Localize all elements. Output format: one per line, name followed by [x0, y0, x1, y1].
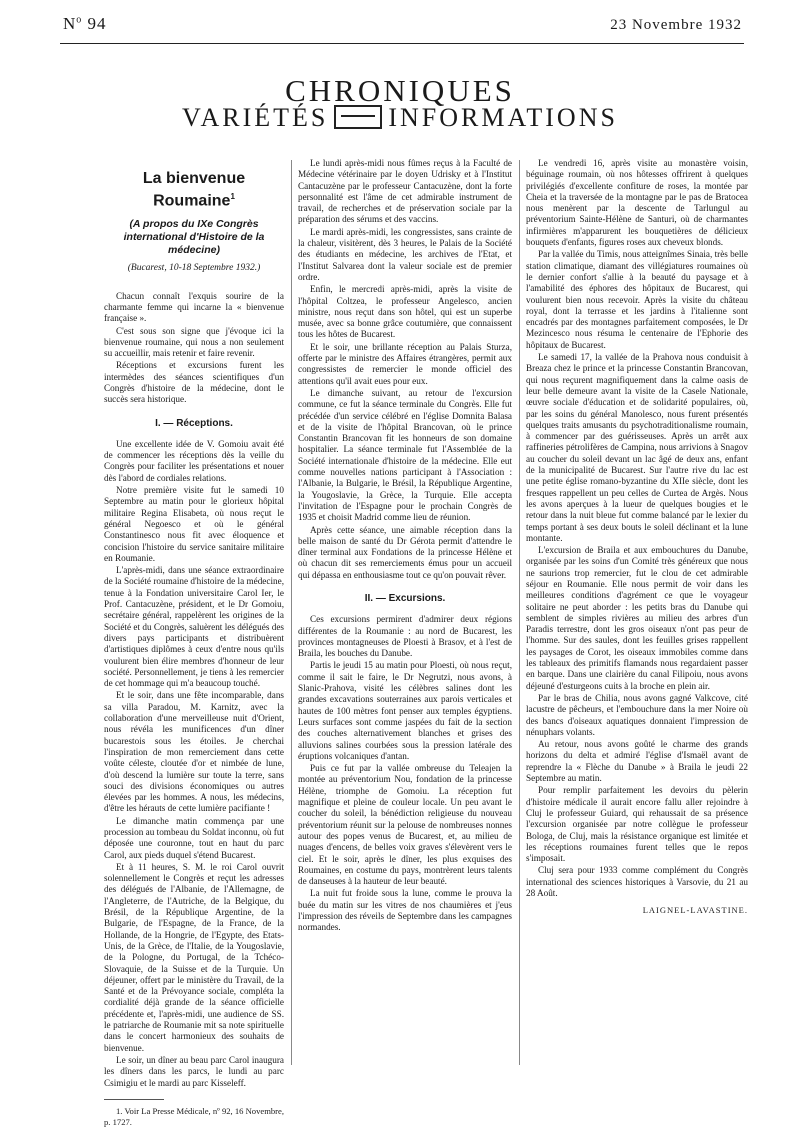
issue-number: $N^o$ 94: [63, 14, 107, 33]
paragraph: C'est sous son signe que j'évoque ici la bienvenue roumaine, qui nous a non seulement su accueillir, mais retenir et faire revenir.: [104, 325, 284, 359]
paragraph: Ces excursions permirent d'admirer deux régions différentes de la Roumanie : au nord de Bucarest, les provinces montagneuses de Ploesti à Brasov, et à l'est de Braila, les bouches du Danube.: [298, 614, 512, 659]
paragraph: Au retour, nous avons goûté le charme des grands horizons du delta et admiré l'église d'Ismaël avant de reprendre la « Flèche du Danube » à Braila le jeudi 22 Septembre au matin.: [526, 739, 748, 784]
paragraph: Puis ce fut par la vallée ombreuse du Teleajen la montée au préventorium Nou, fondation de la princesse Hélène, triomphe de Gomoiu. La réception fut magnifique et pleine de couleur locale. Un peu avant le coucher du soleil, la bénédiction religieuse du nouveau préventorium réunit sur la pelouse de nombreuses nonnes autour des popes venus de Bucarest, et, au milieu de nuages d'encens, de belles voix graves s'élevèrent vers le ciel. Et le soir, après le dîner, les plus exquises des Roumaines, en costume du pays, montrèrent leurs talents de danseuses à la hauteur de leur beauté.: [298, 763, 512, 887]
article-subtitle: (A propos du IXe Congrès international d'Histoire de la médecine): [123, 218, 265, 257]
paragraph: Pour remplir parfaitement les devoirs du pèlerin d'histoire médicale il aurait encore fallu aller rejoindre à Cluj le professeur Guiard, qui rehaussait de sa présence l'excursion organisée par notre collègue le professeur Bologa, de Cluj, mais la résistance organique est limitée et les réceptions roumaines furent telles que le repos s'imposait.: [526, 785, 748, 864]
paragraph: Le vendredi 16, après visite au monastère voisin, béguinage roumain, où nos hôtesses offrirent à quelques privilégiés d'excellente confiture de roses, la montée par Cheia et la traversée de la montagne par le pas de Bratocea nous menèrent par la descente de Tarlungul au préventorium Sainte-Hélène de Santuri, où de charmantes infirmières m'apparurent les bouquetières de délicieux bouquets d'enfants, figures roses aux cheveux blonds.: [526, 158, 748, 248]
column-divider: [291, 160, 292, 1065]
paragraph: Le mardi après-midi, les congressistes, sans crainte de la chaleur, visitèrent, dès 3 heures, le Palais de la Société des étudiants en médecine, les archives de l'Etat, et l'Institut Salvarea dont la valeur sociale est de premier ordre.: [298, 226, 512, 282]
paragraph: Enfin, le mercredi après-midi, après la visite de l'hôpital Coltzea, le professeur Angelesco, ancien ministre, nous reçut dans son hôtel, qui est un superbe musée, avec sa bonne grâce coutumière, que connaissent tous les hôtes de Bucarest.: [298, 284, 512, 340]
paragraph: Par le bras de Chilia, nous avons gagné Valkcove, cité lacustre de pêcheurs, et l'embouchure dans la mer Noire où des bancs d'oiseaux aquatiques donnaient l'impression de nénuphars volants.: [526, 692, 748, 737]
paragraph: Après cette séance, une aimable réception dans la belle maison de santé du Dr Gérota permit d'attendre le dîner terminal aux Fondations de la princesse Hélène et où chacun dit ses remerciements émus pour un accueil qui dépassa en enthousiasme tout ce qu'on pouvait rêver.: [298, 524, 512, 580]
paragraph: Le samedi 17, la vallée de la Prahova nous conduisit à Breaza chez le prince et la princesse Constantin Brancovan, qui nous reçurent magnifiquement dans la calme oasis de leur belle demeure avant la visite de la Casele Nationale, œuvre sociale d'éducation et de solidarité populaires, où, par les soins du général Manolesco, nous furent présentés quelques traits amusants du psychotraditionalisme roumain, à commencer par des guérisseuses. Après un arrêt aux raffineries pétrolifères de Campina, nous arrivions à Snagov au coucher du soleil devant un lac âgé de deux ans, enfant de la municipalité de Bucarest. Sur l'autre rive du lac est une petite église romano-byzantine du XIIe siècle, dont les fresques rappellent un peu celles de Curtea de Argès. Nous les avons aperçues à la lueur de quelques bougies et le retour dans la nuit bleue fut comme balancé par le lexier du temps portant à ses deux bouts le soleil déclinant et la lune montante.: [526, 352, 748, 543]
paragraph: Par la vallée du Timis, nous atteignîmes Sinaia, très belle station climatique, diamant des villégiatures roumaines où le dernier confort s'allie à la beauté du paysage et à l'amabilité des éphores des hôpitaux de Bucarest, qui voulurent bien nous recevoir. Après la visite du château royal, dont la terrasse et les jardins à l'italienne sont encadrés par des montagnes parfaitement composées, le Dr Mezincesco nous résuma le centenaire de l'Ephorie des hôpitaux de Bucarest.: [526, 249, 749, 350]
paragraph: Et le soir, dans une fête incomparable, dans sa villa Paradou, M. Karnitz, avec la collaboration d'une merveilleuse nuit d'Orient, nous révéla les munificences d'un dîner bucarestois sous les étoiles. Je cherchai l'inspiration de mon remerciement dans cette voûte céleste, cloutée d'or et nimbée de lune, d'où descend la lumière sur toute la terre, sans souci des divisions économiques ou autres élevées par les hommes. A nous, les médecins, d'être les hérauts de cette lumière pacifiante !: [104, 690, 284, 814]
paragraph: Et à 11 heures, S. M. le roi Carol ouvrit solennellement le Congrès et reçut les adresses des délégués de l'Albanie, de l'Allemagne, de l'Angleterre, de l'Autriche, de la Belgique, du Brésil, de la République Argentine, de la Bulgarie, de l'Espagne, de la France, de la Hollande, de la Hongrie, de l'Egypte, des Etats-Unis, de la Grèce, de l'Italie, de la Yougoslavie, de la Pologne, du Portugal, de la Tchéco-Slovaquie, de la Suisse et de la Turquie. Un déjeuner, offert par le ministère du Travail, de la Santé et de la Prévoyance sociale, compléta la cordialité déjà grande de la séance officielle précédente et, l'après-midi, une audience de SS. le patriarche de Roumanie mit sa note spirituelle dans le concert harmonieux des souhaits de bienvenue.: [104, 861, 284, 1053]
footnote-rule: [104, 1099, 164, 1100]
footnote: 1. Voir La Presse Médicale, nº 92, 16 Novembre, p. 1727.: [104, 1105, 284, 1128]
paragraph: Une excellente idée de V. Gomoiu avait été de commencer les réceptions dès la veille du Congrès pour faciliter les présentations et nouer dès l'abord de cordiales relations.: [104, 438, 284, 483]
paragraph: Partis le jeudi 15 au matin pour Ploesti, où nous reçut, comme il sait le faire, le Dr Negrutzi, nous avons, à Slanic-Prahova, visité les célèbres salines dont les grandes excavations souterraines aux parois verticales et hautes de 100 mètres font penser aux temples égyptiens. Leurs surfaces sont comme jaspées du fait de la section des couches alternativement blanches et grises des alluvions salines courbées sous la pression latérale des éruptions volcaniques d'antan.: [298, 660, 512, 761]
column-2: [298, 158, 512, 935]
paragraph: Notre première visite fut le samedi 10 Septembre au matin pour le glorieux hôpital militaire Regina Elisabeta, où nous reçut le général Negoesco et où le général Constantinesco nous fit avec éloquence et concision l'histoire du service sanitaire militaire en Roumanie.: [104, 485, 284, 563]
column-3: [526, 158, 748, 917]
ornament-icon: [334, 105, 382, 129]
article-dateline: (Bucarest, 10-18 Septembre 1932.): [127, 263, 261, 274]
paragraph: Le dimanche matin commença par une procession au tombeau du Soldat inconnu, où fut déposée une couronne, tout en haut du parc Carol, aux pieds duquel s'étend Bucarest.: [104, 815, 284, 860]
section-heading: II. — Excursions.: [364, 592, 446, 604]
paragraph: Le soir, un dîner au beau parc Carol inaugura les dîners dans les parcs, le lundi au parc Csimigiu et le mardi au parc Kisseleff.: [104, 1054, 284, 1088]
paragraph: L'excursion de Braila et aux embouchures du Danube, organisée par les soins d'un Comité très généreux que nous ne saurions trop remercier, fut le clou de cet admirable séjour en Roumanie. Elle nous permit de voir dans les meilleures conditions d'agrément ce que le voyageur solitaire ne peut aborder : les petits bras du Danube qui semblent de simples rivières au milieu des arbres d'un Paradis terrestre, dont les gros oiseaux n'ont pas peur de l'homme. Sur des saules, dont les feuilles grises rappellent les paysages de Corot, les oiseaux immobiles comme dans les tableaux des primitifs flamands nous regardaient passer en barque. Dans une clairière du canal Filipoiu, nous avons déjeuné d'esturgeons cuits à la broche en plein air.: [526, 545, 748, 691]
issue-date: 23 Novembre 1932: [610, 17, 742, 33]
author-signature: LAIGNEL-LAVASTINE.: [642, 905, 748, 916]
header-rule: [60, 43, 744, 44]
paragraph: Chacun connaît l'exquis sourire de la charmante femme qui incarne la « bienvenue française ».: [104, 290, 284, 324]
paragraph: Et le soir, une brillante réception au Palais Sturza, offerte par le ministre des Affaires étrangères, permit aux congressistes de remercier le monde officiel des attentions qu'il avait eues pour eux.: [298, 341, 512, 386]
section-heading: I. — Réceptions.: [155, 417, 233, 429]
paragraph: Réceptions et excursions furent les intermèdes des séances scientifiques d'un Congrès d'histoire de la médecine, dont le succès sera historique.: [104, 360, 284, 405]
paragraph: Le lundi après-midi nous fûmes reçus à la Faculté de Médecine vétérinaire par le doyen Udrisky et à l'Institut Cantacuzène par le professeur Cantacuzène, dont la forte personnalité est l'âme de cet admirable instrument de travail, de recherches et de préservation sociale par la préparation des sérums et des vaccins.: [298, 158, 512, 225]
section-subtitle: VARIÉTÉS INFORMATIONS: [182, 103, 618, 132]
paragraph: L'après-midi, dans une séance extraordinaire de la Société roumaine d'histoire de la médecine, tenue à la Fondation universitaire Carol Ier, le Prof. Cantacuzène, président, et le Dr Gomoiu, secrétaire général, rappelèrent les origines de la Société et du Congrès, saluèrent les délégués des divers pays participants et distribuèrent d'artistiques diplômes à ceux d'entre nous qu'ils voulurent bien élire membres d'honneur de leur société. Personnellement, je tiens à les remercier de cet hommage qui m'a beaucoup touché.: [104, 565, 284, 689]
column-1: [104, 158, 284, 1129]
paragraph: La nuit fut froide sous la lune, comme le prouva la buée du matin sur les vitres de nos chaumières et j'eus l'impression des réveils de Septembre dans les campagnes normandes.: [298, 888, 512, 933]
article-title: La bienvenue Roumaine$^1$: [142, 170, 246, 210]
paragraph: Cluj sera pour 1933 comme complément du Congrès international des sciences historiques à Varsovie, du 21 au 28 Août.: [526, 865, 748, 898]
paragraph: Le dimanche suivant, au retour de l'excursion commune, ce fut la séance terminale du Congrès. Elle fut précédée d'un service célébré en l'église Domnita Balasa et de la visite de l'hôpital Brancovan, où le prince Constantin Brancovan fit les honneurs de son domaine hospitalier. La séance terminale fut l'Assemblée de la Société internationale d'histoire de la médecine. Elle eut comme nouvelles nations participant à l'Association : l'Albanie, la Bulgarie, le Brésil, la République Argentine, la Yougoslavie, la Grèce, la Turquie. Elle accepta l'invitation de l'Espagne pour le prochain Congrès de 1935 et choisit Madrid comme lieu de réunion.: [298, 387, 512, 523]
section-title: CHRONIQUES: [285, 73, 515, 108]
column-divider: [519, 160, 520, 1065]
